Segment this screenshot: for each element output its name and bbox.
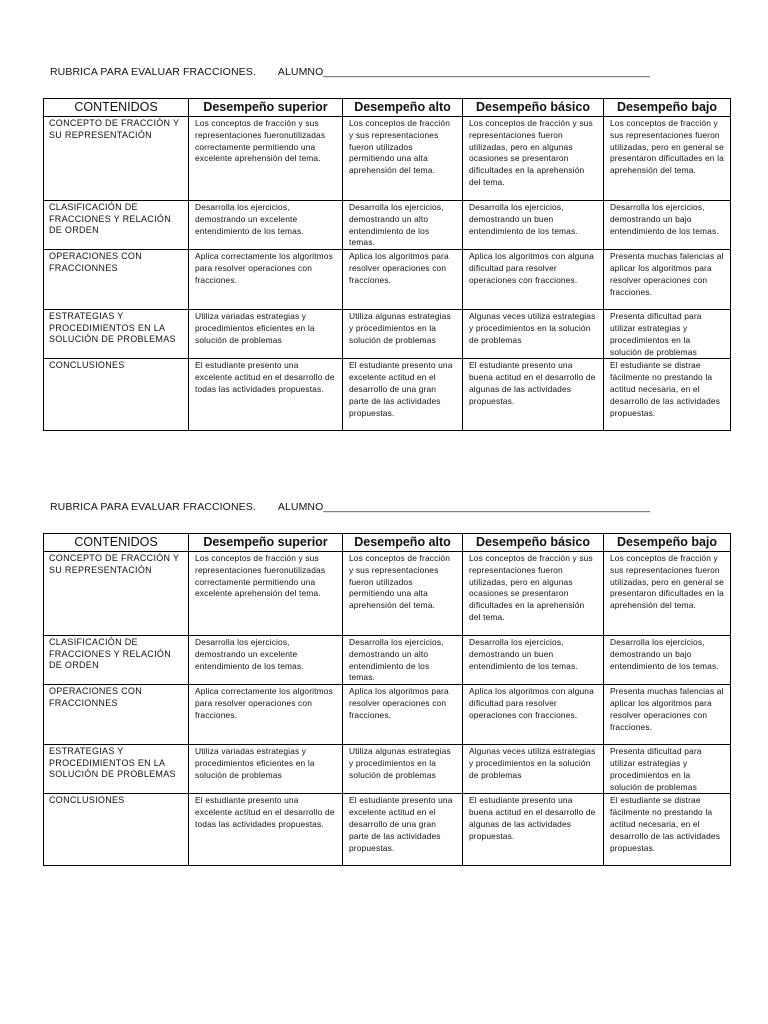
alto-cell: Los conceptos de fracción y sus representaciones fueron utilizados permitiendo una alta aprehensión del tema. xyxy=(343,552,463,636)
basico-cell: Algunas veces utiliza estrategias y procedimientos en la solución de problemas xyxy=(463,310,604,359)
col-header-contenidos: CONTENIDOS xyxy=(44,534,189,552)
criterion-cell: CONCEPTO DE FRACCIÓN Y SU REPRESENTACIÓN xyxy=(44,552,189,636)
bajo-cell: Presenta muchas falencias al aplicar los algoritmos para resolver operaciones con fracciones. xyxy=(604,250,731,310)
superior-cell: Los conceptos de fracción y sus representaciones fueronutilizadas correctamente permitiendo una excelente aprehensión del tema. xyxy=(189,117,343,201)
bajo-cell: Desarrolla los ejercicios, demostrando un bajo entendimiento de los temas. xyxy=(604,201,731,250)
table-row xyxy=(44,359,731,431)
rubric-title: RUBRICA PARA EVALUAR FRACCIONES. xyxy=(50,501,256,513)
superior-cell: Utiliza variadas estrategias y procedimientos eficientes en la solución de problemas xyxy=(189,745,343,794)
basico-cell: Desarrolla los ejercicios, demostrando un buen entendimiento de los temas. xyxy=(463,636,604,685)
col-header-bajo: Desempeño bajo xyxy=(604,99,731,117)
basico-cell: Aplica los algoritmos con alguna dificultad para resolver operaciones con fracciones. xyxy=(463,685,604,745)
bajo-cell: Presenta dificultad para utilizar estrategias y procedimientos en la solución de problemas xyxy=(604,745,731,794)
criterion-cell: CONCLUSIONES xyxy=(44,794,189,866)
col-header-bajo: Desempeño bajo xyxy=(604,534,731,552)
header-row xyxy=(44,534,731,552)
alto-cell: Utiliza algunas estrategias y procedimientos en la solución de problemas xyxy=(343,310,463,359)
alto-cell: Desarrolla los ejercicios, demostrando un alto entendimiento de los temas. xyxy=(343,201,463,250)
table-row xyxy=(44,552,731,636)
col-header-basico: Desempeño básico xyxy=(463,534,604,552)
col-header-contenidos: CONTENIDOS xyxy=(44,99,189,117)
criterion-cell: CLASIFICACIÓN DE FRACCIONES Y RELACIÓN DE ORDEN xyxy=(44,201,189,250)
bajo-cell: El estudiante se distrae fácilmente no prestando la actitud necesaria, en el desarrollo de las actividades propuestas. xyxy=(604,794,731,866)
basico-cell: El estudiante presento una buena actitud en el desarrollo de algunas de las actividades propuestas. xyxy=(463,359,604,431)
alto-cell: El estudiante presento una excelente actitud en el desarrollo de una gran parte de las actividades propuestas. xyxy=(343,794,463,866)
alto-cell: Utiliza algunas estrategias y procedimientos en la solución de problemas xyxy=(343,745,463,794)
col-header-superior: Desempeño superior xyxy=(189,534,343,552)
table-row xyxy=(44,745,731,794)
table-row xyxy=(44,794,731,866)
col-header-alto: Desempeño alto xyxy=(343,534,463,552)
table-row xyxy=(44,250,731,310)
bajo-cell: Los conceptos de fracción y sus representaciones fueron utilizadas, pero en general se presentaron dificultades en la aprehensión del tema. xyxy=(604,117,731,201)
criterion-cell: OPERACIONES CON FRACCIONNES xyxy=(44,250,189,310)
table-row xyxy=(44,636,731,685)
col-header-alto: Desempeño alto xyxy=(343,99,463,117)
alto-cell: Los conceptos de fracción y sus representaciones fueron utilizados permitiendo una alta aprehensión del tema. xyxy=(343,117,463,201)
basico-cell: Desarrolla los ejercicios, demostrando un buen entendimiento de los temas. xyxy=(463,201,604,250)
basico-cell: Los conceptos de fracción y sus representaciones fueron utilizadas, pero en algunas ocasiones se presentaron dificultades en la aprehensión del tema. xyxy=(463,552,604,636)
alto-cell: El estudiante presento una excelente actitud en el desarrollo de una gran parte de las actividades propuestas. xyxy=(343,359,463,431)
header-row xyxy=(44,99,731,117)
rubric-table xyxy=(43,98,731,431)
criterion-cell: ESTRATEGIAS Y PROCEDIMIENTOS EN LA SOLUCIÓN DE PROBLEMAS xyxy=(44,745,189,794)
table-row xyxy=(44,685,731,745)
table-row xyxy=(44,201,731,250)
table-row xyxy=(44,310,731,359)
rubric-table xyxy=(43,533,731,866)
bajo-cell: Desarrolla los ejercicios, demostrando un bajo entendimiento de los temas. xyxy=(604,636,731,685)
criterion-cell: CLASIFICACIÓN DE FRACCIONES Y RELACIÓN DE ORDEN xyxy=(44,636,189,685)
criterion-cell: CONCEPTO DE FRACCIÓN Y SU REPRESENTACIÓN xyxy=(44,117,189,201)
student-name-line: ALUMNO_______________________________________________________ xyxy=(277,66,651,78)
superior-cell: Desarrolla los ejercicios, demostrando un excelente entendimiento de los temas. xyxy=(189,636,343,685)
student-name-line: ALUMNO_______________________________________________________ xyxy=(277,501,651,513)
bajo-cell: Presenta dificultad para utilizar estrategias y procedimientos en la solución de problemas xyxy=(604,310,731,359)
superior-cell: El estudiante presento una excelente actitud en el desarrollo de todas las actividades propuestas. xyxy=(189,359,343,431)
superior-cell: Utiliza variadas estrategias y procedimientos eficientes en la solución de problemas xyxy=(189,310,343,359)
superior-cell: Aplica correctamente los algoritmos para resolver operaciones con fracciones. xyxy=(189,250,343,310)
criterion-cell: CONCLUSIONES xyxy=(44,359,189,431)
bajo-cell: Presenta muchas falencias al aplicar los algoritmos para resolver operaciones con fracciones. xyxy=(604,685,731,745)
col-header-basico: Desempeño básico xyxy=(463,99,604,117)
criterion-cell: OPERACIONES CON FRACCIONNES xyxy=(44,685,189,745)
bajo-cell: El estudiante se distrae fácilmente no prestando la actitud necesaria, en el desarrollo de las actividades propuestas. xyxy=(604,359,731,431)
alto-cell: Aplica los algoritmos para resolver operaciones con fracciones. xyxy=(343,685,463,745)
basico-cell: Algunas veces utiliza estrategias y procedimientos en la solución de problemas xyxy=(463,745,604,794)
basico-cell: El estudiante presento una buena actitud en el desarrollo de algunas de las actividades propuestas. xyxy=(463,794,604,866)
rubric-header xyxy=(50,66,650,78)
rubric-header xyxy=(50,501,650,513)
superior-cell: El estudiante presento una excelente actitud en el desarrollo de todas las actividades propuestas. xyxy=(189,794,343,866)
table-row xyxy=(44,117,731,201)
basico-cell: Aplica los algoritmos con alguna dificultad para resolver operaciones con fracciones. xyxy=(463,250,604,310)
alto-cell: Desarrolla los ejercicios, demostrando un alto entendimiento de los temas. xyxy=(343,636,463,685)
col-header-superior: Desempeño superior xyxy=(189,99,343,117)
superior-cell: Los conceptos de fracción y sus representaciones fueronutilizadas correctamente permitiendo una excelente aprehensión del tema. xyxy=(189,552,343,636)
criterion-cell: ESTRATEGIAS Y PROCEDIMIENTOS EN LA SOLUCIÓN DE PROBLEMAS xyxy=(44,310,189,359)
superior-cell: Desarrolla los ejercicios, demostrando un excelente entendimiento de los temas. xyxy=(189,201,343,250)
alto-cell: Aplica los algoritmos para resolver operaciones con fracciones. xyxy=(343,250,463,310)
superior-cell: Aplica correctamente los algoritmos para resolver operaciones con fracciones. xyxy=(189,685,343,745)
rubric-title: RUBRICA PARA EVALUAR FRACCIONES. xyxy=(50,66,256,78)
bajo-cell: Los conceptos de fracción y sus representaciones fueron utilizadas, pero en general se presentaron dificultades en la aprehensión del tema. xyxy=(604,552,731,636)
basico-cell: Los conceptos de fracción y sus representaciones fueron utilizadas, pero en algunas ocasiones se presentaron dificultades en la aprehensión del tema. xyxy=(463,117,604,201)
